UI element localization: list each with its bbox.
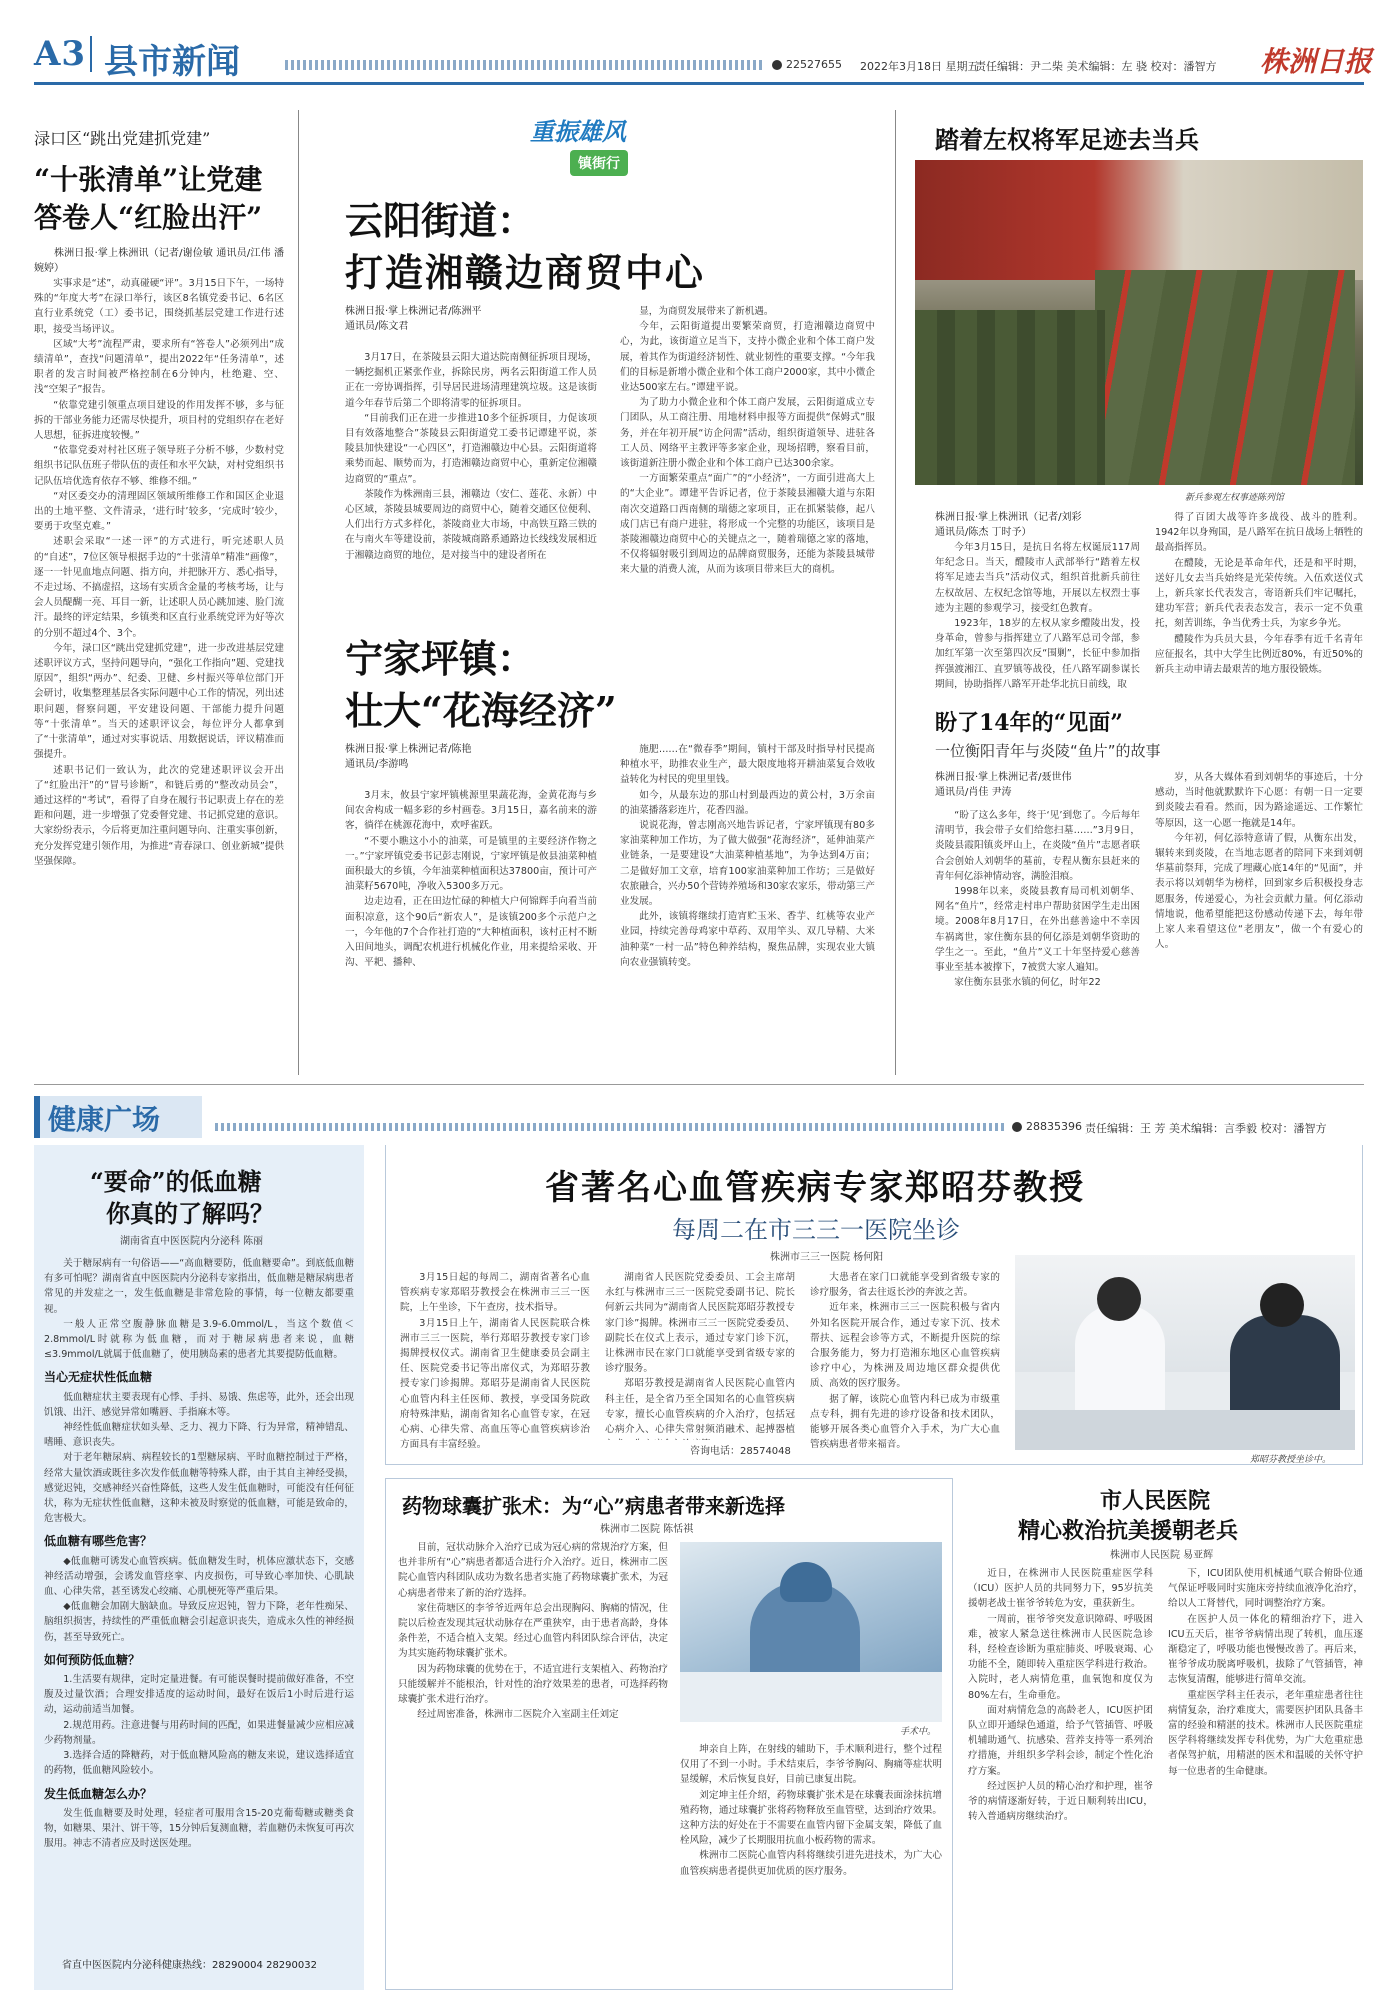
paragraph: 3月15日上午，湖南省人民医院联合株洲市三三一医院，举行郑昭芬教授专家门诊揭牌授权仪式。湖南省卫生健康委员会副主任、医院党委书记等出席仪式，为郑昭芬教授专家门诊揭牌。郑昭芬是湖南省人民医院心血管内科主任医师、教授，享受国务院政府特殊津贴，湖南省知名心血管专家，在冠心病、心律失常、高血压等心血管疾病诊治方面具有丰富经验。 — [400, 1317, 590, 1451]
paragraph: 醴陵作为兵员大县，今年春季有近千名青年应征报名，其中大学生比例近80%，有近50%的新兵主动申请去最艰苦的地方服役锻炼。 — [1155, 633, 1363, 676]
balloon-col1 — [398, 1540, 668, 1980]
paragraph: 区域“大考”流程严肃，要求所有“答卷人”必须列出“成绩清单”，查找“问题清单”，提出2022年“任务清单”，述职者的发言时间被严格控制在6分钟内，杜绝避、空、浅“空架子”报告。 — [34, 338, 284, 396]
feature-badge-top: 重振雄风 — [530, 117, 626, 146]
paragraph: 下，ICU团队使用机械通气联合俯卧位通气保证呼吸同时实施床旁持续血液净化治疗，给以人工肾替代，同时调整治疗方案。 — [1168, 1568, 1363, 1610]
paragraph: 得了百团大战等许多战役、战斗的胜利。1942年以身殉国，是八路军在抗日战场上牺牲的最高指挥员。 — [1155, 512, 1363, 554]
byline-line: 通讯员/陈杰 丁时予） — [935, 527, 1032, 538]
zheng-title: 省著名心血管疾病专家郑昭芬教授 — [545, 1168, 1085, 1208]
health-header-hotline: 28835396 — [1026, 1120, 1082, 1133]
paragraph: 茶陵作为株洲南三县，湘赣边（安仁、莲花、永新）中心区域，茶陵县城要周边的商贸中心，随着交通区位便利、人们出行方式多样化，茶陵商业大市场，中高铁互路三铁的在与南火车等建设前，茶陵城商路系通路边长线线发展相近于湘赣边商贸的地位，是对接当中的建设者所在 — [345, 488, 597, 561]
paragraph: “不要小瞧这小小的油菜，可是镇里的主要经济作物之一。”宁家坪镇党委书记彭志刚说，宁家坪镇是攸县油菜种植面积最大的乡镇，今年油菜种植面积达37800亩，预计可产油菜籽5670吨，净收入5300多万元。 — [345, 835, 597, 893]
zheng-subtitle: 每周二在市三三一医院坐诊 — [672, 1216, 960, 1244]
paragraph: ◆低血糖会加剧大脑缺血。导致反应迟钝，智力下降，老年性痴呆、脑组织损害，持续性的严重低血糖会引起意识丧失，造成永久性的神经损伤，甚至导致死亡。 — [44, 1601, 354, 1643]
header-date: 2022年3月18日 星期五 — [860, 60, 979, 73]
photo-crowd — [915, 310, 1105, 485]
byline-line: 通讯员/李游鸣 — [345, 759, 409, 770]
paragraph: 家住荷塘区的李爷爷近两年总会出现胸闷、胸痛的情况，住院以后检查发现其冠状动脉存在严重狭窄，由于患者高龄，身体条件差，不适合植入支架。经过心血管内科团队综合评估，决定为其实施药物球囊扩张术。 — [398, 1602, 668, 1660]
surgery-photo — [680, 1542, 942, 1722]
paragraph: 一般人正常空腹静脉血糖是3.9-6.0mmol/L，当这个数值＜2.8mmol/L时就称为低血糖，而对于糖尿病患者来说，血糖≤3.9mmol/L就属于低血糖了，使用胰岛素的患者尤其要提防低血糖。 — [44, 1318, 354, 1361]
paragraph: 说说花海，曾志刚高兴地告诉记者，宁家坪镇现有80多家油菜种加工作坊，为了做大做强“花海经济”，延伸油菜产业链条，一是要建设“大油菜种植基地”，为争达到4万亩；二是做好加工文章，培育100家油菜种加工作坊；三是做好农旅融合，兴办50个营铸养殖场和30家农家乐，带动第三产业发展。 — [620, 820, 875, 908]
header-hotline: 22527655 — [786, 58, 842, 71]
paragraph: 低血糖症状主要表现有心悸、手抖、易饿、焦虑等，此外，还会出现饥饿、出汗、感觉异常如嘴唇、手指麻木等。 — [44, 1391, 354, 1418]
balloon-source: 株洲市二医院 陈恬祺 — [600, 1524, 694, 1535]
soldiers-photo — [915, 160, 1363, 485]
health-top-rule — [34, 1084, 1364, 1085]
veteran-col2 — [1168, 1566, 1363, 1986]
zheng-contact: 咨询电话：28574048 — [690, 1446, 791, 1457]
feature-badge-bottom: 镇街行 — [570, 150, 628, 176]
section-title: 县市新闻 — [104, 42, 240, 82]
paragraph: 据了解，该院心血管内科已成为市级重点专科，拥有先进的诊疗设备和技术团队，能够开展各类心血管介入手术，为广大心血管疾病患者带来福音。 — [810, 1393, 1000, 1451]
paragraph: 经过医护人员的精心治疗和护理，崔爷爷的病情逐渐好转，于近日顺利转出ICU，转入普通病房继续治疗。 — [968, 1780, 1153, 1823]
paragraph: 大患者在家门口就能享受到省级专家的诊疗服务，省去往返长沙的奔波之苦。 — [810, 1272, 1000, 1299]
paragraph: “盼了这么多年，终于‘见’到您了。今后每年清明节，我会带子女们给您扫墓……”3月9日，炎陵县霞阳镇炎坪山上，在炎陵“鱼片”志愿者联合会创始人刘朝华的墓前，专程从衡东县赶来的青年何亿添神情动容，满脸泪痕。 — [935, 810, 1140, 882]
paragraph: 边走边看，正在田边忙碌的种植大户何锦辉手向看当前面积凉意，这个90后“新农人”，是该镇200多个示范户之一，今年他的7个合作社打造的“大种植面积，该村正村不断入田间地头，调配农机进行机械化作业，用来提给采收、开沟、平耙、播种、 — [345, 896, 597, 969]
paragraph: ◆低血糖可诱发心血管疾病。低血糖发生时，机体应激状态下，交感神经活动增强，会诱发血管痉挛、内皮损伤，可导致心率加快、心肌缺血、心律失常，甚至诱发心绞痛、心肌梗死等严重后果。 — [44, 1555, 354, 1598]
paragraph: 家住衡东县张水镇的何亿，时年22 — [954, 977, 1101, 989]
paragraph: 一方面繁荣重点“面广”的“小经济”，一方面引进高大上的“大企业”。谭建平告诉记者，位于茶陵县湘赣大道与东阳南次交道路口西南侧的瑞德之家项目，正在抓紧装修，起八成门店已有商户进驻，将形成一个完整的功能区，该项目是茶陵湘赣边商贸中心的关键点之一，随着瑞德之家的落地，不仅将辐射吸引到周边的品牌商贸服务，还能为茶陵县城带来大量的消费人流，从而为该项目带来巨大的商机。 — [620, 473, 875, 576]
left-story-byline: 株洲日报·掌上株洲讯（记者/谢俭敏 通讯员/江伟 潘婉婷） — [34, 248, 284, 274]
yunyang-byline — [345, 304, 595, 334]
paragraph: 一周前，崔爷爷突发意识障碍、呼吸困难，被家人紧急送往株洲市人民医院急诊科，经检查诊断为重症肺炎、呼吸衰竭、心功能不全，随即转入重症医学科进行救治。入院时，老人病情危重，血氧饱和度仅为80%左右，生命垂危。 — [968, 1613, 1153, 1701]
byline-line: 株洲日报·掌上株洲记者/陈洲平 — [345, 306, 482, 317]
paragraph: 如今，从最东边的那山村到最西边的黄公村，3万余亩的油菜播落彩连片，花香四溢。 — [620, 789, 875, 816]
right-top-title: 踏着左权将军足迹去当兵 — [935, 125, 1199, 154]
paragraph: 面对病情危急的高龄老人，ICU医护团队立即开通绿色通道，给予气管插管、呼吸机辅助通气、抗感染、营养支持等一系列治疗措施，并组织多学科会诊，制定个性化治疗方案。 — [968, 1704, 1153, 1777]
byline-line: 株洲日报·掌上株洲记者/陈艳 — [345, 744, 472, 755]
photo-desk — [1015, 1410, 1355, 1450]
zheng-col3 — [810, 1270, 1000, 1455]
right-mid-col2 — [1155, 770, 1363, 1070]
zheng-col2 — [605, 1270, 795, 1440]
paragraph: 今年，云阳街道提出要繁荣商贸，打造湘赣边商贸中心，为此，该街道立足当下，支持小微企业和个体工商户发展，着其作为街道经济韧性、就业韧性的重要支撑。“今年我们的目标是新增小微企业和个体工商户2000家，其中小微企业达500家左右。”谭建平说。 — [620, 321, 875, 394]
paragraph: 株洲市二医院心血管内科将继续引进先进技术，为广大心血管疾病患者提供更加优质的医疗服务。 — [680, 1850, 942, 1877]
paragraph: 关于糖尿病有一句俗语——“高血糖要防，低血糖要命”。到底低血糖有多可怕呢？湖南省直中医医院内分泌科专家指出，低血糖是糖尿病患者常见的并发症之一，发生低血糖是非常危险的事情，每一位糖友都要重视。 — [44, 1258, 354, 1315]
paragraph: 实事求是“述”，动真碰硬“评”。3月15日下午，一场特殊的“年度大考”在渌口举行，该区8名镇党委书记、6名区直行业系统党（工）委书记，围绕抓基层党建工作进行述职，接受当场评议。 — [34, 278, 284, 335]
byline-line: 株洲日报·掌上株洲记者/聂世伟 — [935, 772, 1072, 783]
header-credits: 责任编辑：尹二柴 美术编辑：左 骁 校对：潘智方 — [975, 60, 1217, 73]
hypo-heading-2: 低血糖有哪些危害？ — [44, 1534, 153, 1549]
paragraph: 在醴陵，无论是革命年代，还是和平时期，送好儿女去当兵始终是光荣传统。入伍欢送仪式上，新兵家长代表发言，寄语新兵们牢记嘱托，建功军营；新兵代表表态发言，表示一定不负重托，刻苦训练，争当优秀士兵，为家乡争光。 — [1155, 557, 1363, 630]
paragraph: 坤亲自上阵，在射线的辅助下，手术顺利进行，整个过程仅用了不到一小时。手术结束后，李爷爷胸闷、胸痛等症状明显缓解，术后恢复良好，目前已康复出院。 — [680, 1744, 942, 1786]
ningjia-title-1: 宁家坪镇： — [345, 636, 536, 681]
yunyang-title-1: 云阳街道： — [345, 198, 536, 243]
left-title-2: 答卷人“红脸出汗” — [34, 201, 263, 234]
ningjia-col1 — [345, 788, 597, 1071]
left-story-body — [34, 246, 284, 1071]
hypo-heading-1: 当心无症状性低血糖 — [44, 1370, 153, 1385]
veteran-title-2: 精心救治抗美援朝老兵 — [1018, 1518, 1239, 1544]
paragraph: 3月末，攸县宁家坪镇桃源里果蔬花海，金黄花海与乡间农舍构成一幅多彩的乡村画卷。3月15日，嘉名前来的游客，徜徉在桃源花海中，欢呼雀跃。 — [345, 790, 597, 832]
paragraph: 神经性低血糖症状如头晕、乏力、视力下降、行为异常，精神错乱、嗜睡、意识丧失。 — [44, 1422, 354, 1449]
paragraph: 3月17日，在茶陵县云阳大道达院南侧征拆项目现场，一辆挖掘机正紧张作业，拆除民房，两名云阳街道工作人员正在一旁协调指挥，引导居民进场清理建筑垃圾。这是该街道今年春节后第二个即将清零的征拆项目。 — [345, 352, 597, 409]
right-top-col2 — [1155, 510, 1363, 690]
veteran-title-1: 市人民医院 — [1100, 1488, 1211, 1514]
hypo-author: 湖南省直中医医院内分泌科 陈丽 — [120, 1236, 264, 1247]
paragraph: 1998年以来，炎陵县教育局司机刘朝华、网名“鱼片”，经常走村串户帮助贫困学生走出困境。2008年8月17日，在外出慈善途中不幸因车祸离世，家住衡东县的何亿添是刘朝华资助的学生之一。至此，“鱼片”义工十年坚持爱心慈善事业至基本被撑下，7被赏大家人遍知。 — [935, 886, 1140, 974]
photo-sashes — [1095, 270, 1355, 485]
paragraph: 述职会采取“一述一评”的方式进行，听完述职人员的“自述”，7位区领导根据手边的“十张清单”精准“画像”，逐一一针见血地点问题、指方向，并把脉开方、悉心指导，不走过场、不搞虚招，这场有实质含金量的考核考场，让与会人员醍醐一亮、耳目一新，让述职人员心跳加速、脸门流汗。最终的评定结果，乡镇类和区直行业系统党评为好等次的分别不超过4个、3个。 — [34, 536, 284, 639]
paragraph: “目前我们正在进一步推进10多个征拆项目，力促该项目有效落地整合”茶陵县云阳街道党工委书记谭建平说，茶陵县加快建设“一心四区”，打造湘赣边中心县。云阳街道将乘势而起、顺势而为，打造湘赣边商贸中心，重新定位湘赣边商贸的“重点”。 — [345, 412, 597, 485]
veteran-source: 株洲市人民医院 易亚辉 — [1110, 1550, 1214, 1561]
paragraph: 述职书记们一致认为，此次的党建述职评议会开出了“红脸出汗”的“冒号诊断”，和链后勇的“整改动员会”，通过这样的“考试”，看得了自身在履行书记职责上存在的差距和问题，进一步增强了党委督党建、书记抓党建的意识。大家纷纷表示，今后将更加注重问题导向、注重实事创新，充分发挥党建引领作用，为推进“青春渌口、创业新城”提供坚强保障。 — [34, 764, 284, 867]
paragraph: 显，为商贸发展带来了新机遇。 — [639, 306, 774, 317]
paragraph: “对区委交办的清理固区领域所维修工作和国区企业退出的土地平整、文件清录，‘进行时’较多，‘完成时’较少，要勇于攻坚克难。” — [34, 490, 284, 533]
ningjia-col2 — [620, 742, 875, 1071]
photo-banner — [915, 160, 1363, 280]
photo-doctor-head — [1097, 1277, 1141, 1321]
right-mid-col1 — [935, 808, 1140, 1070]
right-top-col1 — [935, 540, 1140, 690]
right-mid-byline — [935, 770, 1140, 800]
paragraph: 刘定坤主任介绍，药物球囊扩张术是在球囊表面涂抹抗增殖药物，通过球囊扩张将药物释放至血管壁，达到治疗效果。这种方法的好处在于不需要在血管内留下金属支架，降低了血栓风险，减少了长期服用抗血小板药物的需求。 — [680, 1789, 942, 1847]
paragraph: 目前，冠状动脉介入治疗已成为冠心病的常规治疗方案，但也并非所有“心”病患者都适合进行介入治疗。近日，株洲市二医院心血管内科团队成功为数名患者实施了药物球囊扩张术，为冠心病患者带来了新的治疗选择。 — [398, 1542, 668, 1599]
paragraph: 在医护人员一体化的精细治疗下，进入ICU五天后，崔爷爷病情出现了转机，血压逐渐稳定了，呼吸功能也慢慢改善了。再后来，崔爷爷成功脱离呼吸机，拔除了气管插管，神志恢复清醒，能够进行简单交流。 — [1168, 1613, 1363, 1686]
balloon-col2 — [680, 1742, 942, 1982]
header-rule — [34, 82, 1364, 85]
paragraph: 此外，该镇将继续打造宵贮玉米、香芋、红桃等农业产业园，持续完善母鸡家中草药、双用竿头、双几导精、大米油种菜“一村一品”特色种养结构，聚焦品牌，实现农业大镇向农业强镇转变。 — [620, 911, 875, 968]
zheng-col1 — [400, 1270, 590, 1455]
paragraph: 今年，渌口区“跳出党建抓党建”，进一步改进基层党建述职评议方式，坚持问题导向，“强化工作指向”题、党建找原因”，组织“两办”、纪委、卫健、乡村振兴等单位部门开会研讨，收集整理基层各实际问题中心工作的情况，列出述职问题，督察问题，平安建设问题、干部能力提升问题等“十张清单”。当天的述职评议会，每位评分人都拿到了“十张清单”，通过对实事说话、用数据说话，评议精准而强提升。 — [34, 642, 284, 761]
paragraph: 重症医学科主任表示，老年重症患者往往病情复杂，治疗难度大，需要医护团队具备丰富的经验和精湛的技术。株洲市人民医院重症医学科将继续发挥专科优势，为广大危重症患者保驾护航，用精湛的医术和温暖的关怀守护每一位患者的生命健康。 — [1168, 1689, 1363, 1777]
photo-surgeon-cap — [780, 1562, 832, 1602]
byline-line: 通讯员/陈文君 — [345, 321, 409, 332]
hypo-body — [44, 1256, 354, 1946]
hypo-heading-3: 如何预防低血糖？ — [44, 1652, 141, 1667]
consultation-photo — [1015, 1255, 1355, 1450]
column-divider — [895, 110, 896, 1075]
byline-line: 株洲日报·掌上株洲讯（记者/刘彩 — [935, 512, 1082, 523]
paragraph: 近日，在株洲市人民医院重症医学科（ICU）医护人员的共同努力下，95岁抗美援朝老战士崔爷爷转危为安，重获新生。 — [968, 1568, 1153, 1610]
byline-line: 通讯员/肖佳 尹涛 — [935, 787, 1012, 798]
photo-equipment — [680, 1672, 942, 1722]
consultation-photo-caption: 郑昭芬教授坐诊中。 — [1250, 1455, 1332, 1465]
hotline-icon — [772, 60, 782, 70]
paragraph: 岁，从各大媒体看到刘朝华的事迹后，十分感动，当时他就默默许下心愿：有朝一日一定要到炎陵去看看。然而，因为路途遥远、工作繁忙等原因，这一心愿一拖就是14年。 — [1155, 772, 1363, 829]
paragraph: 近年来，株洲市三三一医院积极与省内外知名医院开展合作，通过专家下沉、技术帮扶、远程会诊等方式，不断提升医院的综合服务能力，努力打造湘东地区心血管疾病诊疗中心，为株洲及周边地区群众提供优质、高效的医疗服务。 — [810, 1302, 1000, 1390]
zheng-source: 株洲市三三一医院 杨何阳 — [770, 1252, 884, 1263]
health-section-title: 健康广场 — [48, 1103, 161, 1136]
page-code: A3 — [34, 34, 87, 74]
soldiers-photo-caption: 新兵参观左权事迹陈列馆 — [1185, 493, 1285, 503]
paragraph: 今年3月15日，是抗日名将左权诞辰117周年纪念日。当天，醴陵市人武部举行“踏着左权将军足迹去当兵”活动仪式，组织首批新兵前往左权故居、左权纪念馆等地，开展以左权烈士事迹为主题的参观学习，接受红色教育。 — [935, 542, 1140, 614]
health-header-credits: 责任编辑：王 芳 美术编辑：言季毅 校对：潘智方 — [1085, 1122, 1327, 1135]
surgery-photo-caption: 手术中。 — [900, 1727, 937, 1737]
paragraph: 3月15日起的每周二，湖南省著名心血管疾病专家郑昭芬教授会在株洲市三三一医院，上午坐诊，下午查房，技术指导。 — [400, 1272, 590, 1314]
paragraph: 3.选择合适的降糖药，对于低血糖风险高的糖友来说，建议选择适宜的药物，低血糖风险较小。 — [44, 1750, 354, 1777]
yunyang-title-2: 打造湘赣边商贸中心 — [345, 250, 706, 295]
yunyang-col2 — [620, 304, 875, 618]
balloon-title: 药物球囊扩张术：为“心”病患者带来新选择 — [402, 1494, 786, 1518]
paragraph: 1.生活要有规律，定时定量进餐。有可能误餐时提前做好准备，不空腹及过量饮酒；合理安排适度的运动时间，最好在饭后1小时后进行运动，运动前适当加餐。 — [44, 1674, 354, 1716]
paragraph: 1923年，18岁的左权从家乡醴陵出发，投身革命，曾参与指挥建立了八路军总司令部，参加红军第一次至第四次反“围剿”，长征中参加指挥强渡湘江、直罗镇等战役，任八路军副参谋长期间，协助指挥八路军开赴华北抗日前线，取 — [935, 618, 1140, 690]
health-header-dots — [215, 1123, 1005, 1131]
ningjia-byline — [345, 742, 595, 772]
paragraph: 经过周密准备，株洲市二医院介入室副主任刘定 — [417, 1709, 619, 1721]
left-title-1: “十张清单”让党建 — [34, 163, 263, 196]
column-divider — [298, 110, 299, 1075]
right-mid-title: 盼了14年的“见面” — [935, 710, 1123, 736]
health-hotline-icon — [1012, 1122, 1022, 1132]
masthead-logo: 株洲日报 — [1260, 45, 1373, 78]
paragraph: “依靠党建引领重点项目建设的作用发挥不够，多与征拆的干部业务能力还需尽快提升，项目村的党组织存在老好人思想，征拆进度较慢。” — [34, 399, 284, 442]
paragraph: 今年初，何亿添特意请了假，从衡东出发，辗转来到炎陵，在当地志愿者的陪同下来到刘朝华墓前祭拜，完成了埋藏心底14年的“见面”，并表示将以刘朝华为榜样，回到家乡后积极投身志愿服务，传递爱心，为社会贡献力量。何亿添动情地说，他希望能把这份感动传递下去，每年带上家人来看望这位“老朋友”，做一个有爱心的人。 — [1155, 832, 1363, 951]
photo-patient-head — [1260, 1283, 1304, 1327]
yunyang-col1 — [345, 350, 597, 618]
section-divider — [90, 36, 92, 72]
hypo-title-2: 你真的了解吗？ — [106, 1199, 274, 1228]
paragraph: 郑昭芬教授是湖南省人民医院心血管内科主任，是全省乃至全国知名的心血管疾病专家，擅长心血管疾病的介入治疗，包括冠心病介入、心律失常射频消融术、起搏器植 — [605, 1378, 795, 1436]
paragraph: 施肥……在“微春季”期间，镇村干部及时指导村民提高种植水平，助推农业生产，最大限度地将开耕油菜复合效收益转化为村民的兜里里钱。 — [620, 744, 875, 786]
hypo-heading-4: 发生低血糖怎么办？ — [44, 1786, 153, 1801]
hypo-contact: 省直中医医院内分泌科健康热线：28290004 28290032 — [62, 1960, 317, 1971]
paragraph: “依靠党委对村社区班子领导班子分析不够，少数村党组织书记队伍班子带队伍的责任和水平欠缺，对村党组织书记队伍培优选育依存不够、维修不细。” — [34, 445, 284, 487]
left-kicker: 渌口区“跳出党建抓党建” — [34, 129, 211, 148]
paragraph: 2.规范用药。注意进餐与用药时间的匹配，如果进餐量减少应相应减少药物剂量。 — [44, 1719, 354, 1746]
right-top-byline — [935, 510, 1140, 540]
ningjia-title-2: 壮大“花海经济” — [345, 688, 617, 733]
hypo-title-1: “要命”的低血糖 — [90, 1167, 262, 1196]
header-dots — [285, 60, 765, 70]
veteran-col1 — [968, 1566, 1153, 1986]
paragraph: 为了助力小微企业和个体工商户发展，云阳街道成立专门团队，从工商注册、用地材料申报等方面提供“保姆式”服务，并在年初开展“访企问需”活动，组织街道领导、进驻各工人员、网络平主教评等多家企业，现场招聘，察看目前，该街道新注册小微企业和个体工商户已达300余家。 — [620, 397, 875, 470]
paragraph: 发生低血糖要及时处理，轻症者可服用含15-20克葡萄糖或糖类食物，如糖果、果汁、饼干等，15分钟后复测血糖，若血糖仍未恢复可再次服用。神志不清者应及时送医处理。 — [44, 1807, 354, 1850]
right-mid-subtitle: 一位衡阳青年与炎陵“鱼片”的故事 — [935, 742, 1161, 760]
paragraph: 湖南省人民医院党委委员、工会主席胡永红与株洲市三三一医院党委副书记、院长何新云共同为“湖南省人民医院郑昭芬教授专家门诊”揭牌。株洲市三三一医院党委委员、副院长在仪式上表示，通过专家门诊下沉，让株洲市民在家门口就能享受到省级专家的诊疗服务。 — [605, 1272, 795, 1375]
paragraph: 对于老年糖尿病、病程较长的1型糖尿病、平时血糖控制过于严格，经常大量饮酒或既往多次发作低血糖等特殊人群，由于其自主神经受损，感觉迟钝，交感神经兴奋性降低，这些人发生低血糖时，可能没有任何征状，称为无症状性低血糖，这种未被及时察觉的低血糖，可能是致命的，危害极大。 — [44, 1452, 354, 1525]
paragraph: 因为药物球囊的优势在于，不适宜进行支架植入、药物治疗只能缓解并不能根治，针对性的治疗效果差的患者，可选择药物球囊扩张术进行治疗。 — [398, 1663, 668, 1706]
feature-badge — [520, 108, 680, 188]
